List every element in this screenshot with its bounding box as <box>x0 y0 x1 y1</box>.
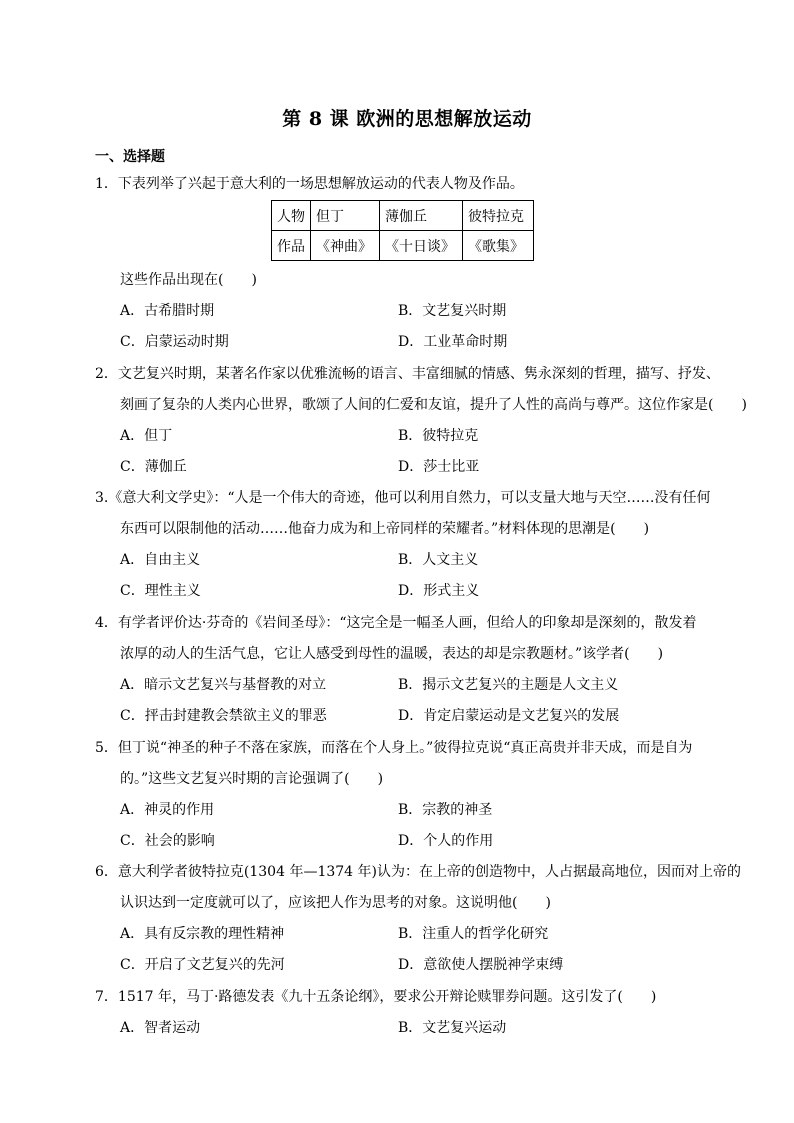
q1-option-b[interactable]: B．文艺复兴时期 <box>398 303 507 319</box>
q5-option-c[interactable]: C．社会的影响 <box>120 833 215 849</box>
table-cell: 人物 <box>272 201 311 231</box>
q2-option-c[interactable]: C．薄伽丘 <box>120 459 187 475</box>
q4-option-b[interactable]: B．揭示文艺复兴的主题是人文主义 <box>398 677 619 693</box>
question-4-stem: 4．有学者评价达·芬奇的《岩间圣母》：“这完全是一幅圣人画，但给人的印象却是深刻的，散发着 <box>95 615 697 631</box>
question-7-stem: 7．1517 年，马丁·路德发表《九十五条论纲》，要求公开辩论赎罪券问题。这引发了( ) <box>95 989 657 1005</box>
q7-option-a[interactable]: A．智者运动 <box>120 1020 201 1036</box>
question-5-stem-cont: 的。”这些文艺复兴时期的言论强调了( ) <box>120 771 384 787</box>
table-cell: 彼特拉克 <box>463 201 534 231</box>
q2-option-d[interactable]: D．莎士比亚 <box>398 459 480 475</box>
q5-option-a[interactable]: A．神灵的作用 <box>120 802 215 818</box>
q5-option-b[interactable]: B．宗教的神圣 <box>398 802 493 818</box>
q5-option-d[interactable]: D．个人的作用 <box>398 833 494 849</box>
question-4-stem-cont: 浓厚的动人的生活气息，它让人感受到母性的温暖，表达的却是宗教题材。”该学者( ) <box>120 646 664 662</box>
q6-option-c[interactable]: C．开启了文艺复兴的先河 <box>120 957 285 973</box>
question-5-stem: 5．但丁说“神圣的种子不落在家族，而落在个人身上。”彼得拉克说“真正高贵并非天成，而是自为 <box>95 740 693 756</box>
q6-option-d[interactable]: D．意欲使人摆脱神学束缚 <box>398 957 564 973</box>
section-heading: 一、选择题 <box>95 149 165 165</box>
question-3-stem-cont: 东西可以限制他的活动……他奋力成为和上帝同样的荣耀者。”材料体现的思潮是( ) <box>120 521 650 537</box>
question-1-stem: 1．下表列举了兴起于意大利的一场思想解放运动的代表人物及作品。 <box>95 176 524 192</box>
table-cell: 薄伽丘 <box>380 201 463 231</box>
q4-option-a[interactable]: A．暗示文艺复兴与基督教的对立 <box>120 677 327 693</box>
q1-option-c[interactable]: C．启蒙运动时期 <box>120 334 229 350</box>
page-title: 第 8 课 欧洲的思想解放运动 <box>282 108 532 130</box>
question-6-stem-cont: 认识达到一定度就可以了，应该把人作为思考的对象。这说明他( ) <box>120 895 551 911</box>
q4-option-d[interactable]: D．肯定启蒙运动是文艺复兴的发展 <box>398 708 620 724</box>
q3-option-c[interactable]: C．理性主义 <box>120 583 201 599</box>
q3-option-d[interactable]: D．形式主义 <box>398 583 480 599</box>
q1-option-d[interactable]: D．工业革命时期 <box>398 334 508 350</box>
question-3-stem: 3.《意大利文学史》：“人是一个伟大的奇迹，他可以利用自然力，可以支量大地与天空……没有任何 <box>95 490 711 506</box>
question-1-prompt: 这些作品出现在( ) <box>120 272 257 288</box>
q6-option-b[interactable]: B．注重人的哲学化研究 <box>398 926 549 942</box>
question-2-stem-cont: 刻画了复杂的人类内心世界，歌颂了人间的仁爱和友谊，提升了人性的高尚与尊严。这位作家是( ) <box>120 397 747 413</box>
table-cell: 《十日谈》 <box>380 231 463 261</box>
q3-option-a[interactable]: A．自由主义 <box>120 552 201 568</box>
question-2-stem: 2．文艺复兴时期，某著名作家以优雅流畅的语言、丰富细腻的情感、隽永深刻的哲理，描写、抒发、 <box>95 366 720 382</box>
q1-option-a[interactable]: A．古希腊时期 <box>120 303 215 319</box>
q4-option-c[interactable]: C．抨击封建教会禁欲主义的罪恶 <box>120 708 327 724</box>
table-cell: 《神曲》 <box>311 231 380 261</box>
table-cell: 作品 <box>272 231 311 261</box>
table-cell: 但丁 <box>311 201 380 231</box>
q7-option-b[interactable]: B．文艺复兴运动 <box>398 1020 507 1036</box>
table-row <box>272 201 534 231</box>
q6-option-a[interactable]: A．具有反宗教的理性精神 <box>120 926 285 942</box>
q2-option-a[interactable]: A．但丁 <box>120 428 173 444</box>
works-table <box>271 200 534 261</box>
q3-option-b[interactable]: B．人文主义 <box>398 552 479 568</box>
table-cell: 《歌集》 <box>463 231 534 261</box>
q2-option-b[interactable]: B．彼特拉克 <box>398 428 479 444</box>
question-6-stem: 6．意大利学者彼特拉克(1304 年—1374 年)认为：在上帝的创造物中，人占据最高地位，因而对上帝的 <box>95 864 741 880</box>
table-row <box>272 231 534 261</box>
